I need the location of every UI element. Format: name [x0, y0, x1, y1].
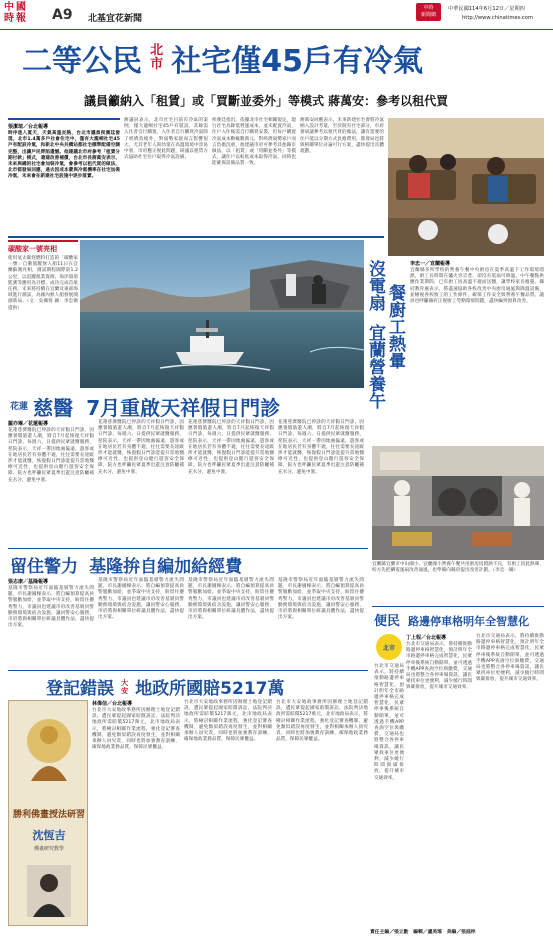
dining-photo	[388, 118, 544, 256]
partner-logo: 中時 新聞網	[416, 3, 441, 21]
logo-line1: 中國	[4, 2, 28, 13]
headline-kicker	[150, 44, 163, 72]
land-body-3: 台北市大安地政事務所因辦理土地登記錯誤，遭民眾提起國家賠償訴訟，法院判決地政所需賠償5217萬元，北市地政局表示，將檢討相關作業流程，強化登記審查機制，避免類似錯誤再度發生，並對相關承辦人員究責，同時也將加強教育訓練，確保地政業務品質，保障民眾權益。	[276, 700, 368, 743]
hualien-body-4: 花蓮慈濟醫院已停診的天祥假日門診，因應暑假旅遊人潮，將自7月起恢復天祥假日門診，每週六、日提供民眾就醫服務，慈院表示，天祥一帶因地處偏遠，遊客或在地居民若有身體不適，往往需要長途跋涉才能就醫，恢復假日門診能提升當地醫療可近性，也提供登山健行遊客安全保障，院方也呼籲民眾夏季出遊注意防曬補充水分，避免中暑。	[278, 420, 364, 475]
hualien-byline: 羅亦琳／花蓮報導	[8, 421, 49, 427]
headline-kicker-top: 北	[150, 43, 164, 58]
yilan-kicker: 沒電扇	[365, 260, 385, 311]
police-body: 基隆市警察局近年面臨基層警力流失問題，市長謝國樑表示，將自編預算提高員警服勤加給，並爭取中央支持，盼留住優秀警力，市議員也建議市府改善基層員警勤務環境與宿舍設施，讓員警安心服務，市府將與相關單位研議具體作法，盡快提出方案。	[8, 586, 94, 629]
parking-body-0: 台北市交通局表示，將持續推動路邊停車格智慧化，預計明年全市路邊停車格完成智慧化，民眾停車後系統自動開單，並可透過手機APP查詢空位與繳費，交通局也將整合各停車場資訊，讓民眾找車位更便利，減少繞行時間與碳排放，提升城市交通效率。	[374, 664, 404, 781]
parking-kicker: 北市	[382, 644, 395, 652]
lead-body-1: 蔣議員表示，北市社宅目前有冷氣的案例，僅大龍峒社宅45戶有裝設，其餘需入住者自行購置，入住者自行購買冷氣除了經濟負擔外，對弱勢家庭而言影響很大，尤其老年人與幼童在高溫環境中容易中暑，市府應正視此問題，研議以租賃方式協助社宅住戶取得冷氣設備。	[124, 118, 208, 161]
land-kicker-top: 大	[121, 678, 129, 687]
dining-photo-art	[388, 118, 544, 256]
date-line: 中華民國114年6月12日／星期四	[448, 6, 525, 12]
website: http://www.chinatimes.com	[462, 15, 533, 21]
hualien-body-3: 花蓮慈濟醫院已停診的天祥假日門診，因應暑假旅遊人潮，將自7月起恢復天祥假日門診，每週六、日提供民眾就醫服務，慈院表示，天祥一帶因地處偏遠，遊客或在地居民若有身體不適，往往需要長途跋涉才能就醫，恢復假日門診能提升當地醫療可近性，也提供登山健行遊客安全保障，院方也呼籲民眾夏季出遊注意防曬補充水分，避免中暑。	[188, 420, 274, 475]
hualien-headline	[10, 392, 370, 420]
parking-headline	[374, 610, 544, 630]
boat-photo-art	[80, 240, 364, 388]
parking-col-1	[406, 634, 472, 930]
hualien-kicker-main: 慈醫	[33, 396, 74, 420]
ad-portrait-art	[9, 861, 89, 921]
lead-body-3: 蔣萬安回應表示，未來新建社宅會將冷氣納入設計考量，至於既有社宅部分，市府會研議參考以租代買的做法，讓有需要的住戶能以分期方式負擔費用，都發局也將與相關單位討論可行方案，盡快提出具體規劃。	[300, 118, 384, 155]
headline-kicker-bottom: 市	[150, 57, 164, 72]
section-name: 北基宜花新聞	[88, 14, 143, 24]
kitchen-caption-box	[372, 562, 544, 604]
main-subhead: 議員籲納入「租賃」或「買斷並委外」等模式 蔣萬安：參考以租代買	[84, 94, 449, 108]
lead-column-3	[300, 118, 384, 234]
hualien-title: 7月重啟天祥假日門診	[86, 396, 281, 420]
masthead	[0, 0, 553, 30]
hualien-col-2	[98, 420, 184, 546]
land-byline: 林偉信／台北報導	[92, 701, 133, 707]
ad-name: 沈恆吉	[32, 829, 66, 842]
ad-title: 勝利佛畫授法研習	[13, 810, 86, 820]
police-col-2	[98, 578, 184, 668]
yilan-body: 宜蘭縣多所學校的營養午餐中央廚房在夏季高溫下工作環境悶熱，廚工長時間在爐火旁烹煮，卻沒有電扇可降溫，中午餐點供應作業期間，已有廚工因高溫不適而送醫，讓學校家長擔憂。縣府教育處表示，將盡速協助各校改善中央廚房通風與降溫設備，並檢視各校廚工的工作條件，確保工作安全與營養午餐品質。議員也呼籲縣府正視廚工勞動環境問題，盡快編列預算改善。	[410, 268, 544, 305]
land-col-2	[184, 700, 272, 926]
land-headline-a: 登記錯誤	[46, 679, 114, 699]
police-body-2: 基隆市警察局近年面臨基層警力流失問題，市長謝國樑表示，將自編預算提高員警服勤加給，並爭取中央支持，盼留住優秀警力，市議員也建議市府改善基層員警勤務環境與宿舍設施，讓員警安心服務，市府將與相關單位研議具體作法，盡快提出方案。	[98, 578, 184, 621]
page-number: A9	[52, 7, 73, 23]
parking-col-2	[476, 634, 544, 930]
parking-headline-a: 便民	[374, 614, 401, 629]
hualien-col-4	[278, 420, 364, 546]
parking-col-0	[374, 664, 404, 930]
photo-story-caption: 使用氫太碳烴燃料打造的「碳酸家一號」自動駕駛無人船11日在宜蘭蘇澳亮相，測試期程國際前1.2公里，以追蹤漁業資源、海洋環境監測等應用為目標，成功完成首航任務，未來將持續在宜蘭及東部海域進行測試，為國內無人船發展開創新局。（文：吳佩蓉 圖：李忠衛提供）	[8, 256, 78, 311]
headline-part1: 二等公民	[22, 44, 142, 79]
parking-kicker-badge	[376, 634, 402, 660]
main-headline	[22, 36, 542, 80]
hualien-body: 花蓮慈濟醫院已停診的天祥假日門診，因應暑假旅遊人潮，將自7月起恢復天祥假日門診，每週六、日提供民眾就醫服務，慈院表示，天祥一帶因地處偏遠，遊客或在地居民若有身體不適，往往需要長途跋涉才能就醫，恢復假日門診能提升當地醫療可近性，也提供登山健行遊客安全保障，院方也呼籲民眾夏季出遊注意防曬補充水分，避免中暑。	[8, 428, 94, 483]
police-col-4	[278, 578, 364, 668]
divider-lead	[8, 236, 384, 238]
parking-headline-b: 路邊停車格明年全智慧化	[408, 615, 530, 628]
ad-sub: 佛畫研究教學	[33, 846, 64, 852]
lead-column-2	[212, 118, 296, 234]
police-headline-b: 基隆拚自編加給經費	[89, 557, 243, 577]
photo-story-kicker: 碳酸家一號亮相	[8, 245, 57, 253]
divider-land	[8, 670, 368, 671]
land-headline-b: 地政所國賠5217萬	[135, 679, 285, 699]
newspaper-logo	[4, 2, 48, 27]
parking-body: 台北市交通局表示，將持續推動路邊停車格智慧化，預計明年全市路邊停車格完成智慧化，民眾停車後系統自動開單，並可透過手機APP查詢空位與繳費，交通局也將整合各停車場資訊，讓民眾找車位更便利，減少繞行時間與碳排放，提升城市交通效率。	[406, 642, 472, 691]
ad-buddha-art	[9, 701, 89, 805]
lead-intro: 時序進入夏天，天氣高溫炎熱，台北市議員侯漢廷發現，北市1.4萬多戶社會住宅中，僅有大龍峒社宅45戶有配設冷氣，和新北中央共構站都社宅標準配備空調完整，出讓戶民齊陷遺憾。他建議北市府參考「租賃分期付款」模式，還建改善補償，台北市長蔣萬安表示，未來與總的社宅會加裝冷氣，會參考以租代買的做法，北市都發局回應，過去因成本費與冷氣機率在社宅加裝冷氣，未來會在新建社宅設施中逐步落實。	[8, 131, 120, 180]
yilan-byline: 李忠一／宜蘭報導	[410, 261, 451, 267]
land-headline	[46, 674, 368, 698]
land-kicker-bottom: 安	[121, 686, 129, 695]
police-headline	[10, 552, 368, 577]
hualien-body-2: 花蓮慈濟醫院已停診的天祥假日門診，因應暑假旅遊人潮，將自7月起恢復天祥假日門診，每週六、日提供民眾就醫服務，慈院表示，天祥一帶因地處偏遠，遊客或在地居民若有身體不適，往往需要長途跋涉才能就醫，恢復假日門診能提升當地醫療可近性，也提供登山健行遊客安全保障，院方也呼籲民眾夏季出遊注意防曬補充水分，避免中暑。	[98, 420, 184, 475]
police-col-3	[188, 578, 274, 668]
land-body: 台北市大安地政事務所因辦理土地登記錯誤，遭民眾提起國家賠償訴訟，法院判決地政所需賠償5217萬元，北市地政局表示，將檢討相關作業流程，強化登記審查機制，避免類似錯誤再度發生，並對相關承辦人員究責，同時也將加強教育訓練，確保地政業務品質，保障民眾權益。	[92, 708, 180, 751]
hualien-col-1	[8, 420, 94, 546]
lead-column-1	[124, 118, 208, 234]
land-body-2: 台北市大安地政事務所因辦理土地登記錯誤，遭民眾提起國家賠償訴訟，法院判決地政所需賠償5217萬元，北市地政局表示，將檢討相關作業流程，強化登記審查機制，避免類似錯誤再度發生，並對相關承辦人員究責，同時也將加強教育訓練，確保地政業務品質，保障民眾權益。	[184, 700, 272, 743]
logo-line2: 時報	[4, 13, 28, 24]
police-byline: 張志康／基隆報導	[8, 579, 49, 585]
lead-intro-box	[8, 118, 120, 234]
police-headline-a: 留住警力	[10, 557, 78, 577]
parking-body-2: 台北市交通局表示，將持續推動路邊停車格智慧化，預計明年全市路邊停車格完成智慧化，民眾停車後系統自動開單，並可透過手機APP查詢空位與繳費，交通局也將整合各停車場資訊，讓民眾找車位更便利，減少繞行時間與碳排放，提升城市交通效率。	[476, 634, 544, 683]
kitchen-caption: 宜蘭縣宜蘭市中山國小、宜蘭國小營養午餐共用廚房因悶熱不良，有廚工因此熱暈，校方先把購電風扇改善通風，也準備向縣府提出改善計劃。（李忠一攝）	[372, 562, 544, 574]
land-kicker	[121, 679, 128, 695]
hualien-kicker	[10, 402, 28, 412]
yilan-headline-a: 宜蘭營養午	[365, 324, 385, 409]
hualien-col-3	[188, 420, 274, 546]
lead-body-2: 侯漢廷指出，依據北市社宅相關規定，現行社宅為降低營運成本，並未配置冷氣，住戶入住後需自行購買安裝，但每戶購置冷氣成本動輒數萬元，對經濟弱勢家戶而言負擔沉重，他建議市府可參考其他縣市做法，以「租賃」或「買斷並委外」等模式，讓住戶以較低成本取得冷氣，同時也能確保設備品質一致。	[212, 118, 296, 167]
boat-photo	[80, 240, 364, 388]
divider-right	[372, 606, 544, 607]
footer-credits: 責任主編／張立勳 編輯／盧美瑤 美編／張庭梓	[370, 930, 476, 935]
headline-part2: 社宅僅45戶有冷氣	[171, 44, 423, 79]
kitchen-photo	[372, 446, 544, 560]
ad-box	[8, 700, 88, 926]
divider-mid	[8, 548, 368, 549]
land-col-3	[276, 700, 368, 926]
police-body-3: 基隆市警察局近年面臨基層警力流失問題，市長謝國樑表示，將自編預算提高員警服勤加給，並爭取中央支持，盼留住優秀警力，市議員也建議市府改善基層員警勤務環境與宿舍設施，讓員警安心服務，市府將與相關單位研議具體作法，盡快提出方案。	[188, 578, 274, 621]
kitchen-photo-art	[372, 446, 544, 560]
parking-byline: 丁上程／台北報導	[406, 635, 447, 641]
police-col-1	[8, 578, 94, 668]
hualien-kicker-top: 花蓮	[10, 401, 29, 412]
police-body-4: 基隆市警察局近年面臨基層警力流失問題，市長謝國樑表示，將自編預算提高員警服勤加給，並爭取中央支持，盼留住優秀警力，市議員也建議市府改善基層員警勤務環境與宿舍設施，讓員警安心服務，市府將與相關單位研議具體作法，盡快提出方案。	[278, 578, 364, 621]
land-col-1	[92, 700, 180, 926]
lead-byline: 張潔瑄／台北報導	[8, 124, 49, 130]
yilan-headline-b: 餐廚工熱暈	[385, 284, 405, 369]
